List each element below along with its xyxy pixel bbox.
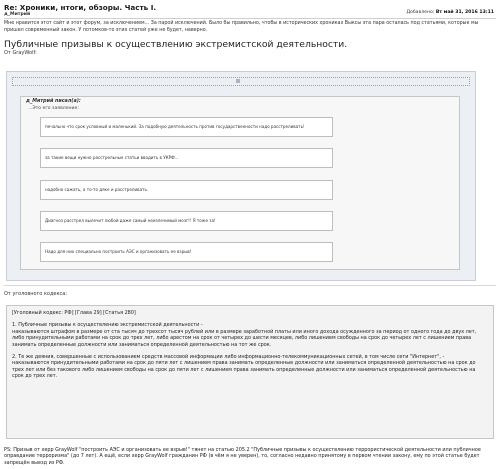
- divider: [4, 18, 496, 19]
- inner-quote-author: д_Митрий писал(а):: [26, 99, 81, 104]
- nested-quote: печально что срок условный и маленький. За подобную деятельность против государственности надо расстреливать!: [40, 117, 333, 137]
- post-date: [406, 10, 494, 15]
- nested-quote: Диагноз расстрел вылечит любой даже самый неизлечимый мозг!! Я тоже за!: [40, 211, 333, 231]
- law-quote-block: [6, 305, 494, 439]
- post-ps-text: PS: Призыв от херр GrayWolf "построить АЭС и организовать ее взрыв!" тянет на статью 205.2 "Публичные призывы к осуществлению террористической деятельности или публичное оправдание терроризма" (до 7 лет). А ещё, если херр GrayWolf гражданин РФ (в чём я не уверен), то, согласно недавно принятому в первом чтении закону, ему по этой статье будет запрещён выезд из РФ.: [4, 447, 481, 466]
- post-headline: Публичные призывы к осуществлению экстремистской деятельности.: [4, 39, 348, 50]
- post-intro-text: Мне нравится этот сайт и этот форум, за исключением... За парой исключений. Было бы правильно, чтобы в исторических хрониках Выксы эта пара осталась под статьями, которые мы пришел современный закон. У потомков-то этих статей уже не будет, наверно.: [4, 21, 479, 33]
- nested-quote: надобно сажать, а то-то дяке и расстреливать.: [40, 180, 333, 200]
- law-header: [Уголовный кодекс: РФ] [Глава 29] [Статья 280]: [12, 310, 136, 316]
- nested-quote: за такие вещи нужно расстрельные статьи вводить в УКРФ...: [40, 148, 333, 168]
- quote-toolbar: [12, 77, 470, 86]
- post-date-label: Добавлено:: [406, 10, 435, 15]
- law-paragraph-2: 2. Те же деяния, совершенные с использованием средств массовой информации либо информационно-телекоммуникационных сетей, в том числе сети "Интернет", - наказываются принудительными работами на срок до пяти лет с лишением права занимать определенные должности или заниматься определенной деятельностью на срок до трех лет или без такового либо лишением свободы на срок до пяти лет с лишением права занимать определенные должности или заниматься определенной деятельностью на срок до трех лет.: [12, 354, 476, 380]
- divider: [4, 285, 496, 286]
- nested-quote: Надо для них специально построить АЭС и организовать ее взрыв!: [40, 242, 333, 262]
- quote-source-label: От GrayWolf:: [4, 50, 37, 56]
- law-paragraph-1: 1. Публичные призывы к осуществлению экстремистской деятельности - наказываются штрафом в размере от ста тысяч до трехсот тысяч рублей или в размере заработной платы или иного дохода осужденного за период от одного года до двух лет, либо принудительными работами на срок до трех лет, либо арестом на срок от четырех до шести месяцев, либо лишением свободы на срок до четырех лет с лишением права занимать определенные должности или заниматься определенной деятельностью на тот же срок.: [12, 322, 477, 348]
- post-author[interactable]: д_Митрий: [4, 12, 31, 17]
- inner-quote-note: ...Это его заявление:: [28, 106, 79, 111]
- post-date-value: Вт май 31, 2016 13:11: [435, 10, 494, 15]
- post-title[interactable]: Re: Хроники, нтоги, обзоры. Часть I.: [4, 3, 157, 12]
- quote-marker-icon: [236, 79, 240, 83]
- code-source-label: От уголовного кодекса:: [4, 291, 68, 297]
